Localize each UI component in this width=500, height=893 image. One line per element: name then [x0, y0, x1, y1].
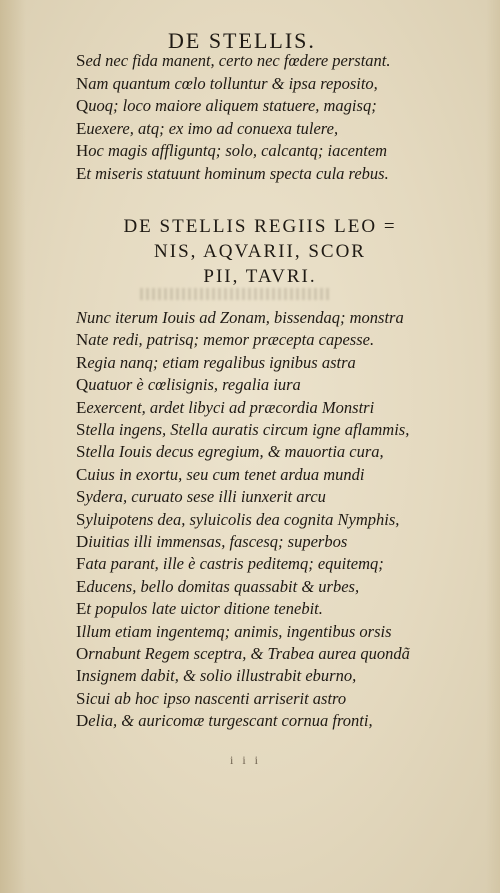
verse-text: am quantum cœlo tolluntur & ipsa reposito,	[88, 73, 378, 93]
verse-text: yluipotens dea, syluicolis dea cognita Nymphis,	[85, 509, 400, 529]
verse-line	[76, 330, 440, 350]
verse-line	[76, 74, 440, 94]
verse-text: t miseris statuunt hominum specta cula rebus.	[86, 163, 389, 183]
verse-text: uius in exortu, seu cum tenet ardua mundi	[87, 464, 365, 484]
verse-text: rnabunt Regem sceptra, & Trabea aurea quondã	[88, 644, 410, 663]
verse-text: oc magis affliguntq; solo, calcantq; iacentem	[88, 141, 388, 160]
verse-text: ed nec fida manent, certo nec fœdere perstant.	[85, 51, 391, 70]
verse-text: uatuor è cœlisignis, regalia iura	[88, 375, 301, 395]
verse-line	[76, 308, 440, 328]
verse-text: nsignem dabit, & solio illustrabit eburno,	[81, 666, 357, 686]
verse-line	[76, 141, 440, 161]
verse-initial: E	[76, 397, 87, 417]
verse-initial: S	[76, 51, 86, 70]
verse-text: iuitias illi immensas, fascesq; superbos	[88, 532, 348, 551]
verse-text: t populos late uictor ditione tenebit.	[86, 599, 323, 619]
verse-text: uoq; loco maiore aliquem statuere, magisq;	[88, 96, 377, 115]
verse-line	[76, 510, 440, 530]
verse-initial: N	[76, 73, 89, 93]
verse-initial: I	[76, 666, 82, 686]
verse-initial: C	[76, 464, 88, 484]
verse-initial: R	[76, 352, 88, 372]
verse-line	[76, 398, 440, 418]
verse-text: ydera, curuato sese illi iunxerit arcu	[85, 487, 326, 507]
verse-line	[76, 119, 440, 139]
verse-text: exercent, ardet libyci ad præcordia Monstri	[86, 397, 375, 417]
heading-line: DE STELLIS REGIIS LEO =	[123, 216, 397, 237]
verse-initial: S	[76, 442, 86, 462]
verse-initial: O	[76, 644, 89, 663]
verse-line	[76, 711, 440, 731]
verse-initial: N	[76, 330, 89, 350]
verse-text: ata parant, ille è castris peditemq; equitemq;	[85, 554, 384, 574]
verse-line	[76, 644, 440, 664]
running-head: DE STELLIS.	[168, 28, 316, 53]
verse-initial: S	[76, 420, 86, 439]
verse-line	[76, 96, 440, 116]
verse-line	[76, 577, 440, 597]
verse-line	[76, 622, 440, 642]
verse-initial: S	[76, 487, 86, 507]
verse-initial: D	[76, 532, 89, 551]
verse-line	[76, 465, 440, 485]
verse-initial: S	[76, 509, 86, 529]
verse-text: tella ingens, Stella auratis circum igne aflammis,	[85, 420, 410, 439]
verse-line	[76, 164, 440, 184]
heading-line: NIS, AQVARII, SCOR	[154, 241, 366, 262]
verse-line	[76, 51, 440, 71]
verse-line	[76, 353, 440, 373]
verse-text: uexere, atq; ex imo ad conuexa tulere,	[86, 118, 339, 138]
verse-text: ducens, bello domitas quassabit & urbes,	[86, 576, 360, 596]
verse-initial: E	[76, 163, 87, 183]
verse-initial: S	[76, 688, 86, 708]
verse-initial: D	[76, 711, 89, 731]
verse-text: elia, & auricomæ turgescant cornua fronti,	[88, 711, 373, 731]
verse-line	[76, 442, 440, 462]
verse-initial: I	[76, 621, 82, 641]
verse-text: tella Iouis decus egregium, & mauortia cura,	[85, 442, 384, 462]
verse-initial: H	[76, 141, 89, 160]
verse-initial: F	[76, 554, 86, 574]
verse-initial: E	[76, 599, 87, 619]
verse-line	[76, 420, 440, 440]
verse-line	[76, 599, 440, 619]
verse-text: ate redi, patrisq; memor præcepta capesse.	[88, 330, 375, 350]
verse-line	[76, 689, 440, 709]
verse-initial: Q	[76, 375, 89, 395]
verse-text: icui ab hoc ipso nascenti arriserit astro	[85, 688, 347, 708]
verse-text: llum etiam ingentemq; animis, ingentibus orsis	[81, 621, 392, 641]
verse-line	[76, 532, 440, 552]
verse-line	[76, 375, 440, 395]
heading-line: PII, TAVRI.	[203, 266, 317, 287]
verse-text: Nunc iterum Iouis ad Zonam, bissendaq; monstra	[76, 308, 404, 327]
verse-initial: E	[76, 576, 87, 596]
verse-text: egia nanq; etiam regalibus ignibus astra	[87, 352, 356, 372]
verse-line	[76, 666, 440, 686]
verse-line	[76, 554, 440, 574]
bleed-through-marks	[140, 288, 330, 300]
verse-line	[76, 487, 440, 507]
verse-initial: E	[76, 118, 87, 138]
verse-initial: Q	[76, 96, 89, 115]
signature-mark: i i i	[230, 753, 262, 767]
